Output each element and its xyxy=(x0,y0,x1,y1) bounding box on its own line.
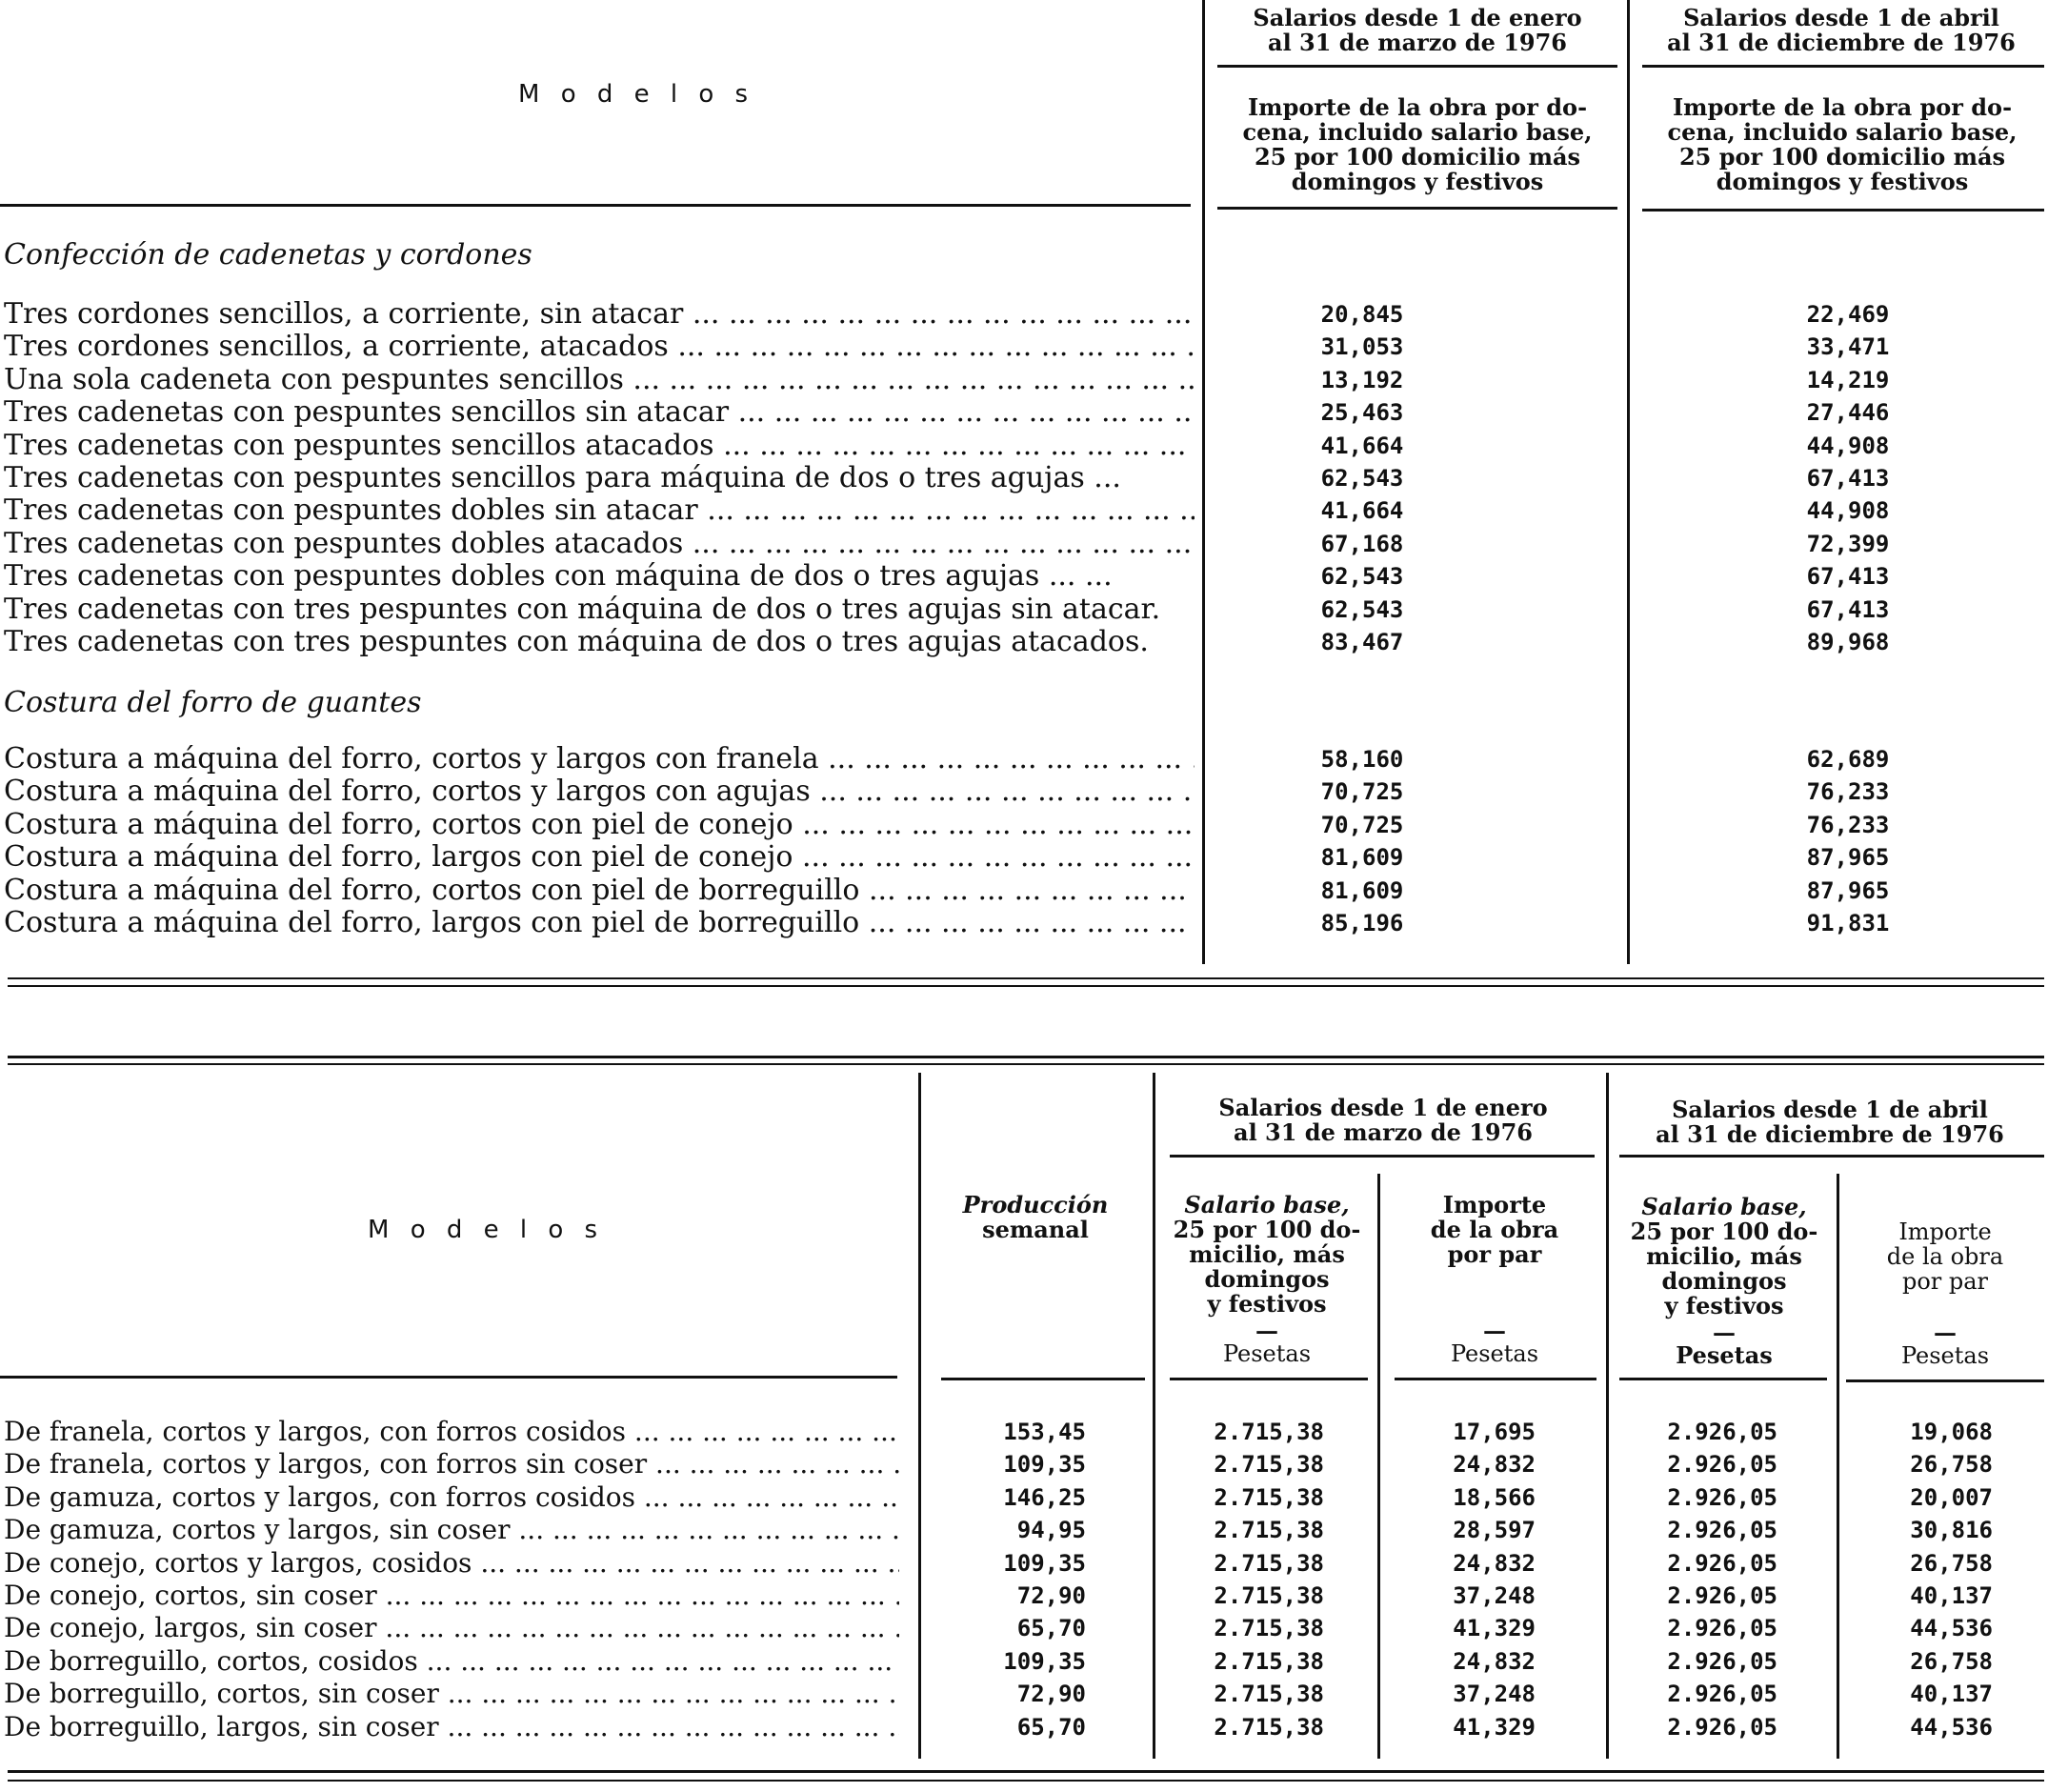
column-header-modelos: M o d e l o s xyxy=(368,1216,605,1244)
header-rule xyxy=(1846,1379,2044,1382)
row-label xyxy=(4,494,1195,527)
header-line: Importe de la obra por do- xyxy=(1672,93,2013,121)
header-rule xyxy=(1395,1378,1596,1380)
table-row xyxy=(4,743,1195,775)
value-rest: 44,908 xyxy=(1806,497,1890,525)
header-line: Salario base, xyxy=(1184,1191,1350,1218)
row-label-text: Costura a máquina del forro, cortos con piel de borreguillo xyxy=(4,874,860,907)
dot-leaders xyxy=(377,1580,899,1611)
bottom-rule xyxy=(8,1780,2044,1782)
value-q1: 81,609 xyxy=(1320,876,1404,904)
value-importe-q1: 18,566 xyxy=(1453,1483,1536,1511)
header-rule xyxy=(1619,1155,2044,1158)
value-salario-q1: 2.715,38 xyxy=(1214,1647,1324,1675)
value-salario-q1: 2.715,38 xyxy=(1214,1615,1324,1642)
value-rest: 44,908 xyxy=(1806,432,1890,459)
header-rule xyxy=(1217,65,1617,68)
value-rest: 67,413 xyxy=(1806,465,1890,492)
value-q1: 70,725 xyxy=(1320,811,1404,838)
row-label xyxy=(4,875,1195,907)
table-row xyxy=(4,1481,899,1514)
header-rule xyxy=(1170,1378,1368,1380)
dot-leaders xyxy=(859,907,1195,939)
period-line: Salarios desde 1 de abril xyxy=(1672,1096,1988,1123)
value-salario-rest: 2.926,05 xyxy=(1667,1681,1777,1708)
header-line: de la obra xyxy=(1430,1216,1559,1243)
row-label-text: Costura a máquina del forro, largos con piel de borreguillo xyxy=(4,907,860,939)
header-line: domingos y festivos xyxy=(1291,168,1544,195)
value-produccion: 109,35 xyxy=(1003,1451,1086,1479)
value-rest: 27,446 xyxy=(1806,399,1890,427)
separator-rule xyxy=(8,1056,2044,1058)
column-divider xyxy=(1202,0,1205,964)
row-label xyxy=(4,396,1195,429)
header-line: domingos xyxy=(1204,1265,1330,1293)
row-label xyxy=(4,331,1195,363)
row-label xyxy=(4,528,1195,560)
header-line: Importe xyxy=(1442,1191,1547,1218)
value-rest: 14,219 xyxy=(1806,366,1890,393)
value-salario-rest: 2.926,05 xyxy=(1667,1549,1777,1577)
value-salario-rest: 2.926,05 xyxy=(1667,1419,1777,1445)
value-salario-q1: 2.715,38 xyxy=(1214,1549,1324,1577)
dot-leaders xyxy=(811,775,1195,808)
column-header-salario-rest xyxy=(1614,1195,1835,1319)
value-rest: 87,965 xyxy=(1806,876,1890,904)
table-row xyxy=(4,1547,899,1580)
row-label-text: Tres cadenetas con pespuntes sencillos atacados xyxy=(4,429,714,462)
value-salario-q1: 2.715,38 xyxy=(1214,1483,1324,1511)
row-label-text: Tres cadenetas con pespuntes sencillos para máquina de dos o tres agujas ... xyxy=(4,462,1121,494)
value-produccion: 109,35 xyxy=(1003,1647,1086,1675)
unit-pesetas: Pesetas xyxy=(1676,1341,1773,1369)
header-rule xyxy=(1642,65,2044,68)
dot-leaders xyxy=(714,430,1195,462)
table-row xyxy=(4,626,1195,658)
column-header-importe-rest xyxy=(1844,1219,2046,1294)
period-line: Salarios desde 1 de abril xyxy=(1683,4,1999,31)
dot-leaders xyxy=(793,841,1195,874)
row-label xyxy=(4,907,1195,939)
row-label xyxy=(4,626,1195,658)
separator-rule xyxy=(8,977,2044,979)
unit-pesetas: Pesetas xyxy=(1900,1342,1990,1369)
table-row xyxy=(4,396,1195,429)
table-row xyxy=(4,1514,899,1546)
table-row xyxy=(4,1580,899,1612)
value-salario-q1: 2.715,38 xyxy=(1214,1681,1324,1708)
row-label-text: De conejo, cortos, sin coser xyxy=(4,1580,377,1611)
row-label-text: Costura a máquina del forro, cortos con piel de conejo xyxy=(4,808,793,841)
header-line: domingos y festivos xyxy=(1716,168,1969,195)
row-label-text: De borreguillo, cortos, cosidos xyxy=(4,1644,418,1677)
value-q1: 62,543 xyxy=(1320,595,1404,623)
value-q1: 58,160 xyxy=(1320,746,1404,773)
period-header-rest xyxy=(1616,1097,2044,1147)
value-rest: 76,233 xyxy=(1806,811,1890,838)
row-label-text: Tres cadenetas con tres pespuntes con máquina de dos o tres agujas atacados. xyxy=(4,626,1149,658)
header-line: cena, incluido salario base, xyxy=(1667,118,2018,146)
row-label xyxy=(4,364,1195,396)
header-rule xyxy=(1642,209,2044,211)
dot-leaders xyxy=(729,396,1195,429)
value-importe-q1: 37,248 xyxy=(1453,1681,1536,1708)
row-label-text: Costura a máquina del forro, cortos y largos con franela xyxy=(4,743,819,775)
row-label xyxy=(4,1645,899,1678)
value-importe-rest: 30,816 xyxy=(1910,1517,1993,1544)
value-rest: 22,469 xyxy=(1806,301,1890,328)
dot-leaders xyxy=(439,1711,899,1742)
dot-leaders xyxy=(683,298,1195,331)
row-label-text: Tres cordones sencillos, a corriente, sin atacar xyxy=(4,298,684,331)
value-produccion: 146,25 xyxy=(1003,1483,1086,1511)
value-q1: 13,192 xyxy=(1320,366,1404,393)
value-produccion: 153,45 xyxy=(1003,1419,1086,1445)
row-label-text: De borreguillo, cortos, sin coser xyxy=(4,1678,439,1710)
value-salario-q1: 2.715,38 xyxy=(1214,1713,1324,1741)
row-label-text: De borreguillo, largos, sin coser xyxy=(4,1710,439,1742)
row-label xyxy=(4,743,1195,775)
row-label-text: Costura a máquina del forro, cortos y largos con agujas xyxy=(4,775,811,809)
header-line: 25 por 100 do- xyxy=(1630,1218,1818,1245)
row-label xyxy=(4,298,1195,331)
unit-pesetas: Pesetas xyxy=(1450,1340,1539,1367)
header-line: micilio, más xyxy=(1189,1240,1345,1268)
value-rest: 67,413 xyxy=(1806,563,1890,591)
row-label xyxy=(4,430,1195,462)
table-row xyxy=(4,594,1195,626)
value-rest: 33,471 xyxy=(1806,333,1890,361)
unit-pesetas: Pesetas xyxy=(1222,1340,1312,1367)
header-line: micilio, más xyxy=(1646,1242,1802,1270)
value-importe-rest: 26,758 xyxy=(1910,1451,1993,1479)
header-line: de la obra xyxy=(1886,1243,2004,1270)
value-importe-q1: 24,832 xyxy=(1453,1451,1536,1479)
section-title-cadenetas: Confección de cadenetas y cordones xyxy=(4,238,532,272)
dot-leaders xyxy=(377,1612,899,1643)
row-label xyxy=(4,1580,899,1612)
dot-leaders xyxy=(647,1448,899,1480)
row-label xyxy=(4,1448,899,1480)
row-label xyxy=(4,1612,899,1644)
column-header-produccion xyxy=(928,1193,1143,1242)
value-importe-rest: 40,137 xyxy=(1910,1681,1993,1708)
row-label-text: Tres cadenetas con pespuntes sencillos sin atacar xyxy=(4,396,730,430)
row-label xyxy=(4,560,1195,593)
dot-leaders xyxy=(418,1645,899,1677)
dot-leaders xyxy=(819,743,1195,775)
value-produccion: 94,95 xyxy=(1016,1517,1086,1544)
value-importe-q1: 41,329 xyxy=(1453,1615,1536,1642)
period-line: al 31 de diciembre de 1976 xyxy=(1656,1120,2004,1148)
period-header-q1 xyxy=(1210,6,1625,55)
dot-leaders xyxy=(511,1514,900,1545)
dot-leaders xyxy=(698,494,1195,527)
value-importe-rest: 44,536 xyxy=(1910,1615,1993,1642)
header-rule xyxy=(0,1376,897,1379)
value-salario-q1: 2.715,38 xyxy=(1214,1419,1324,1445)
value-salario-q1: 2.715,38 xyxy=(1214,1517,1324,1544)
table-row xyxy=(4,1711,899,1743)
value-salario-rest: 2.926,05 xyxy=(1667,1713,1777,1741)
value-rest: 72,399 xyxy=(1806,530,1890,557)
value-importe-q1: 37,248 xyxy=(1453,1582,1536,1609)
table-row xyxy=(4,494,1195,527)
value-produccion: 72,90 xyxy=(1016,1681,1086,1708)
table-row xyxy=(4,875,1195,907)
dot-leaders xyxy=(624,364,1195,396)
bottom-rule xyxy=(8,1770,2044,1773)
table-row xyxy=(4,1678,899,1710)
value-salario-q1: 2.715,38 xyxy=(1214,1451,1324,1479)
row-label-text: De franela, cortos y largos, con forros cosidos xyxy=(4,1416,627,1447)
value-importe-q1: 28,597 xyxy=(1453,1517,1536,1544)
column-divider xyxy=(1627,0,1630,964)
value-q1: 62,543 xyxy=(1320,563,1404,591)
value-salario-rest: 2.926,05 xyxy=(1667,1451,1777,1479)
value-q1: 62,543 xyxy=(1320,465,1404,492)
row-label-text: Tres cadenetas con pespuntes dobles sin atacar xyxy=(4,494,698,528)
value-q1: 70,725 xyxy=(1320,778,1404,806)
header-line: por par xyxy=(1901,1268,1989,1295)
value-produccion: 109,35 xyxy=(1003,1549,1086,1577)
table-row xyxy=(4,430,1195,462)
value-salario-rest: 2.926,05 xyxy=(1667,1517,1777,1544)
header-line: 25 por 100 domicilio más xyxy=(1678,143,2006,171)
period-line: al 31 de marzo de 1976 xyxy=(1234,1118,1533,1146)
value-importe-rest: 19,068 xyxy=(1910,1419,1993,1445)
table-row xyxy=(4,1448,899,1480)
header-line: Importe xyxy=(1898,1218,1992,1245)
period-header-rest xyxy=(1635,6,2048,55)
row-label xyxy=(4,1711,899,1743)
value-salario-rest: 2.926,05 xyxy=(1667,1483,1777,1511)
header-line: y festivos xyxy=(1207,1290,1327,1318)
value-importe-rest: 26,758 xyxy=(1910,1549,1993,1577)
value-importe-rest: 40,137 xyxy=(1910,1582,1993,1609)
value-rest: 76,233 xyxy=(1806,778,1890,806)
value-importe-rest: 26,758 xyxy=(1910,1647,1993,1675)
dot-leaders xyxy=(439,1678,899,1709)
column-header-modelos: M o d e l o s xyxy=(518,80,755,109)
column-header-importe-rest xyxy=(1640,95,2044,194)
value-rest: 62,689 xyxy=(1806,746,1890,773)
separator-rule xyxy=(8,985,2044,987)
header-rule xyxy=(0,204,1191,207)
dot-leaders xyxy=(472,1547,899,1579)
header-rule xyxy=(941,1378,1145,1380)
row-label-text: Tres cadenetas con tres pespuntes con máquina de dos o tres agujas sin atacar. xyxy=(4,593,1161,626)
table-row xyxy=(4,298,1195,331)
value-q1: 41,664 xyxy=(1320,497,1404,525)
row-label-text: Una sola cadeneta con pespuntes sencillos xyxy=(4,363,624,396)
column-header-salario-q1 xyxy=(1158,1193,1375,1317)
dot-leaders xyxy=(793,809,1195,841)
value-produccion: 65,70 xyxy=(1016,1713,1086,1741)
header-line: por par xyxy=(1447,1240,1542,1268)
value-q1: 67,168 xyxy=(1320,530,1404,557)
value-salario-rest: 2.926,05 xyxy=(1667,1582,1777,1609)
row-label xyxy=(4,462,1195,494)
value-salario-rest: 2.926,05 xyxy=(1667,1615,1777,1642)
row-label-text: De conejo, largos, sin coser xyxy=(4,1612,377,1644)
value-q1: 81,609 xyxy=(1320,844,1404,872)
header-rule xyxy=(1170,1155,1595,1158)
row-label-text: Tres cadenetas con pespuntes dobles atacados xyxy=(4,527,684,560)
header-line: 25 por 100 domicilio más xyxy=(1254,143,1581,171)
value-rest: 87,965 xyxy=(1806,844,1890,872)
table-row xyxy=(4,1612,899,1644)
value-salario-rest: 2.926,05 xyxy=(1667,1647,1777,1675)
row-label xyxy=(4,1481,899,1514)
value-importe-q1: 17,695 xyxy=(1453,1419,1536,1445)
dash: — xyxy=(1934,1319,1957,1346)
value-importe-q1: 24,832 xyxy=(1453,1549,1536,1577)
table-row xyxy=(4,364,1195,396)
dot-leaders xyxy=(669,331,1195,363)
header-line: Salario base, xyxy=(1641,1193,1807,1220)
value-q1: 31,053 xyxy=(1320,333,1404,361)
header-line: Importe de la obra por do- xyxy=(1247,93,1588,121)
header-rule xyxy=(1217,207,1617,210)
row-label xyxy=(4,809,1195,841)
row-label xyxy=(4,1514,899,1546)
dot-leaders xyxy=(859,875,1195,907)
value-produccion: 72,90 xyxy=(1016,1582,1086,1609)
value-rest: 89,968 xyxy=(1806,629,1890,655)
value-salario-q1: 2.715,38 xyxy=(1214,1582,1324,1609)
row-label xyxy=(4,841,1195,874)
section-title-forro: Costura del forro de guantes xyxy=(4,686,422,719)
column-header-importe-q1 xyxy=(1215,95,1619,194)
table-row xyxy=(4,1645,899,1678)
row-label-text: De gamuza, cortos y largos, con forros cosidos xyxy=(4,1480,635,1513)
row-label xyxy=(4,1547,899,1580)
table-row xyxy=(4,841,1195,874)
period-line: Salarios desde 1 de enero xyxy=(1253,4,1582,31)
header-rule xyxy=(1619,1378,1827,1380)
dot-leaders xyxy=(635,1481,899,1513)
row-label xyxy=(4,1678,899,1710)
dash: — xyxy=(1255,1317,1278,1344)
value-q1: 41,664 xyxy=(1320,432,1404,459)
value-q1: 25,463 xyxy=(1320,399,1404,427)
row-label xyxy=(4,594,1195,626)
separator-rule xyxy=(8,1063,2044,1065)
value-importe-rest: 44,536 xyxy=(1910,1713,1993,1741)
header-line: cena, incluido salario base, xyxy=(1242,118,1593,146)
dash: — xyxy=(1713,1319,1736,1346)
dot-leaders xyxy=(626,1416,899,1447)
header-line: 25 por 100 do- xyxy=(1173,1216,1361,1243)
row-label-text: Tres cordones sencillos, a corriente, atacados xyxy=(4,331,669,364)
value-importe-q1: 41,329 xyxy=(1453,1713,1536,1741)
dash: — xyxy=(1483,1317,1506,1344)
header-line: semanal xyxy=(982,1216,1089,1243)
table-row xyxy=(4,560,1195,593)
value-rest: 67,413 xyxy=(1806,595,1890,623)
row-label xyxy=(4,775,1195,808)
value-importe-q1: 24,832 xyxy=(1453,1647,1536,1675)
row-label-text: De gamuza, cortos y largos, sin coser xyxy=(4,1514,511,1546)
value-rest: 91,831 xyxy=(1806,910,1890,936)
period-line: Salarios desde 1 de enero xyxy=(1218,1094,1548,1121)
period-line: al 31 de marzo de 1976 xyxy=(1268,29,1567,56)
row-label xyxy=(4,1416,899,1448)
row-label-text: De conejo, cortos y largos, cosidos xyxy=(4,1546,472,1579)
row-label-text: De franela, cortos y largos, con forros sin coser xyxy=(4,1448,648,1480)
table-row xyxy=(4,528,1195,560)
period-line: al 31 de diciembre de 1976 xyxy=(1667,29,2016,56)
dot-leaders xyxy=(683,528,1195,560)
column-header-importe-q1 xyxy=(1385,1193,1604,1267)
table-row xyxy=(4,462,1195,494)
row-label-text: Tres cadenetas con pespuntes dobles con máquina de dos o tres agujas ... ... xyxy=(4,560,1113,594)
table-row xyxy=(4,1416,899,1448)
table-row xyxy=(4,331,1195,363)
header-line: y festivos xyxy=(1664,1292,1784,1319)
table-row xyxy=(4,775,1195,808)
header-line: domingos xyxy=(1661,1267,1787,1295)
value-q1: 83,467 xyxy=(1320,629,1404,655)
period-header-q1 xyxy=(1162,1096,1604,1145)
value-q1: 85,196 xyxy=(1320,910,1404,936)
table-row xyxy=(4,809,1195,841)
value-produccion: 65,70 xyxy=(1016,1615,1086,1642)
row-label-text: Costura a máquina del forro, largos con piel de conejo xyxy=(4,841,793,875)
table-row xyxy=(4,907,1195,939)
header-line: Producción xyxy=(962,1191,1109,1218)
value-importe-rest: 20,007 xyxy=(1910,1483,1993,1511)
value-q1: 20,845 xyxy=(1320,301,1404,328)
